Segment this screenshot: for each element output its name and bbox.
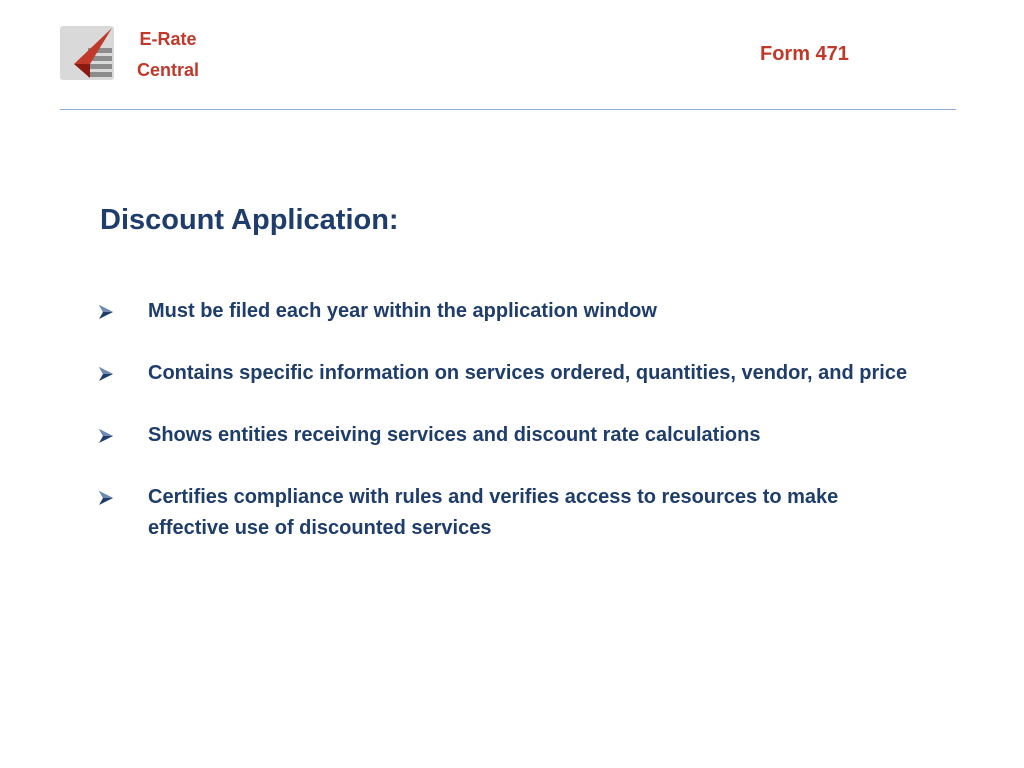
form-label: Form 471 — [760, 43, 849, 65]
list-item — [98, 420, 918, 451]
arrow-bullet-icon — [98, 490, 114, 506]
bullet-text: Contains specific information on services ordered, quantities, vendor, and price — [148, 362, 908, 384]
bullet-text: Certifies compliance with rules and verifies access to resources to make effective use of discounted services — [148, 486, 839, 539]
arrow-bullet-icon — [98, 428, 114, 444]
slide-title: Discount Application: — [100, 204, 399, 236]
list-item — [98, 358, 918, 389]
arrow-bullet-icon — [98, 366, 114, 382]
bullet-list — [98, 296, 918, 575]
brand-line-1: E-Rate — [139, 29, 197, 49]
logo — [60, 26, 114, 80]
header-divider — [60, 109, 956, 110]
bullet-text: Must be filed each year within the application window — [148, 300, 657, 322]
brand-name — [128, 24, 208, 86]
brand-line-2: Central — [136, 60, 199, 80]
bullet-text: Shows entities receiving services and discount rate calculations — [148, 424, 761, 446]
arrow-bullet-icon — [98, 304, 114, 320]
erate-central-logo-icon — [60, 26, 114, 80]
list-item — [98, 296, 918, 327]
list-item — [98, 482, 918, 544]
